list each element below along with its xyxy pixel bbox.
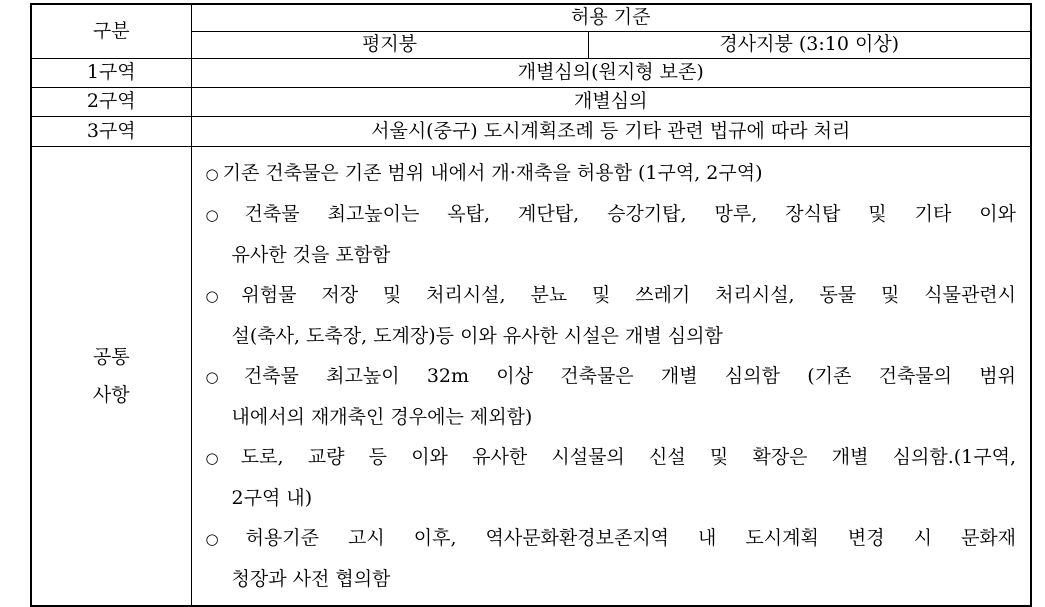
zone-name: 2구역 bbox=[31, 87, 191, 116]
bullet-circle-icon: ○ bbox=[205, 448, 237, 467]
table-header-row bbox=[31, 4, 1031, 31]
zone-name: 1구역 bbox=[31, 58, 191, 87]
common-rules-row bbox=[31, 146, 1031, 606]
bullet-circle-icon: ○ bbox=[205, 164, 219, 183]
zone-rule: 서울시(중구) 도시계획조례 등 기타 관련 법규에 따라 처리 bbox=[191, 116, 1031, 146]
bullet-circle-icon: ○ bbox=[205, 529, 242, 548]
category-header: 구분 bbox=[31, 4, 191, 58]
list-item bbox=[206, 275, 1017, 356]
note-text-continued: 내에서의 재개축인 경우에는 제외함) bbox=[231, 405, 533, 428]
criteria-header: 허용 기준 bbox=[191, 4, 1031, 31]
height-criteria-table bbox=[30, 3, 1032, 607]
note-text-continued: 청장과 사전 협의함 bbox=[231, 567, 391, 590]
list-item bbox=[206, 153, 1017, 194]
note-text: 허용기준 고시 이후, 역사문화환경보존지역 내 도시계획 변경 시 문화재 bbox=[245, 526, 1017, 549]
common-label bbox=[31, 146, 191, 606]
common-notes bbox=[191, 146, 1031, 606]
zone-rule: 개별심의 bbox=[191, 87, 1031, 116]
list-item bbox=[206, 356, 1017, 437]
table-row bbox=[31, 87, 1031, 116]
bullet-circle-icon: ○ bbox=[205, 205, 241, 224]
table-row bbox=[31, 116, 1031, 146]
list-item bbox=[206, 518, 1017, 599]
table-row bbox=[31, 58, 1031, 87]
sloped-roof-header: 경사지붕 (3:10 이상) bbox=[588, 31, 1031, 58]
bullet-circle-icon: ○ bbox=[205, 367, 240, 386]
note-text: 위험물 저장 및 처리시설, 분뇨 및 쓰레기 처리시설, 동물 및 식물관련시 bbox=[241, 283, 1017, 306]
common-label-line2: 사항 bbox=[92, 383, 130, 406]
note-text-continued: 유사한 것을 포함함 bbox=[231, 243, 391, 266]
flat-roof-header: 평지붕 bbox=[191, 31, 588, 58]
note-text: 건축물 최고높이는 옥탑, 계단탑, 승강기탑, 망루, 장식탑 및 기타 이와 bbox=[244, 202, 1016, 225]
zone-name: 3구역 bbox=[31, 116, 191, 146]
note-text-continued: 2구역 내) bbox=[231, 486, 313, 509]
zone-rule: 개별심의(원지형 보존) bbox=[191, 58, 1031, 87]
note-text: 도로, 교량 등 이와 유사한 시설물의 신설 및 확장은 개별 심의함.(1구역, bbox=[240, 445, 1017, 468]
list-item bbox=[206, 437, 1017, 518]
note-text: 건축물 최고높이 32m 이상 건축물은 개별 심의함 (기존 건축물의 범위 bbox=[243, 364, 1016, 387]
common-label-line1: 공통 bbox=[92, 345, 130, 368]
bullet-circle-icon: ○ bbox=[205, 286, 238, 305]
note-text: 기존 건축물은 기존 범위 내에서 개·재축을 허용함 (1구역, 2구역) bbox=[222, 161, 763, 184]
note-text-continued: 설(축사, 도축장, 도계장)등 이와 유사한 시설은 개별 심의함 bbox=[231, 324, 723, 347]
list-item bbox=[206, 194, 1017, 275]
